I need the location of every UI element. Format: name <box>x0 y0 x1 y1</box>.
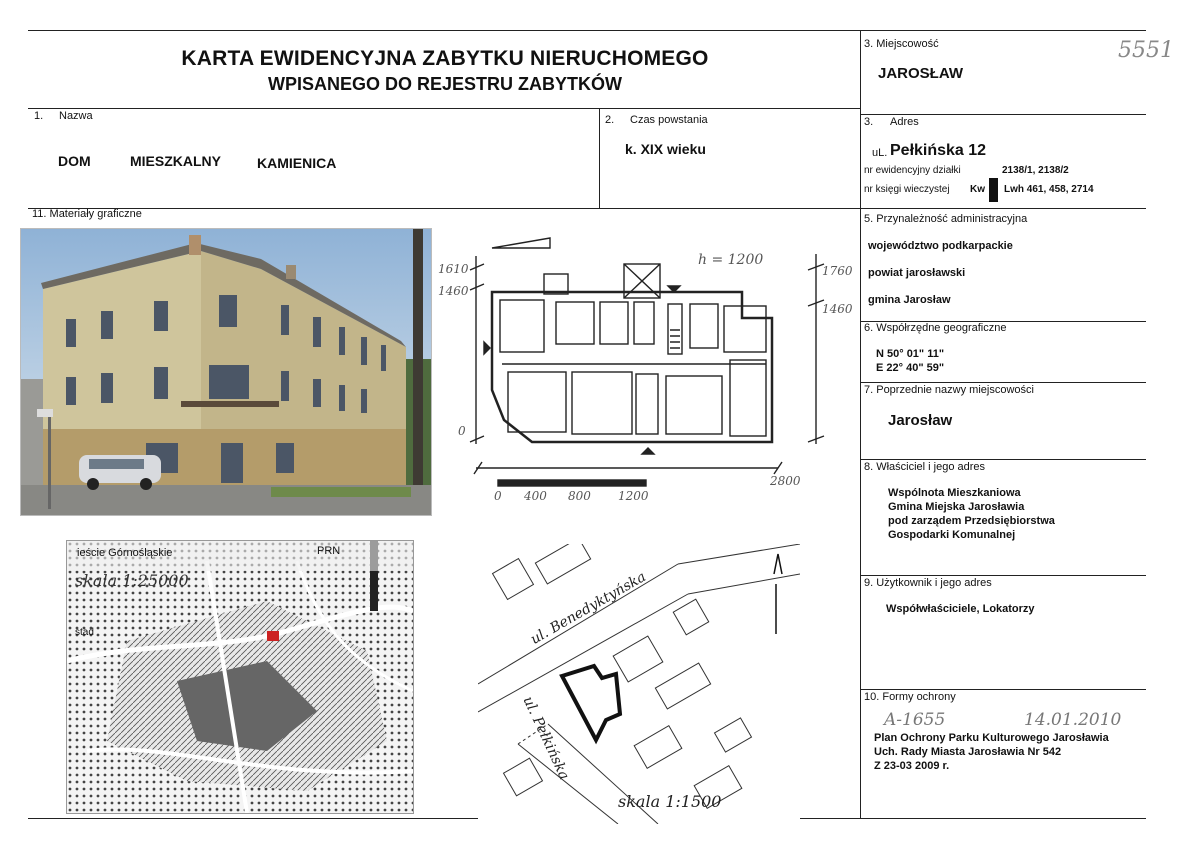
plan-right-dim-2: 1460 <box>822 302 853 316</box>
kw-label: nr księgi wieczystej <box>864 184 950 195</box>
przynaleznosc-label: 5. Przynależność administracyjna <box>864 213 1028 225</box>
adres-label: Adres <box>890 116 919 128</box>
czas-label: Czas powstania <box>630 114 708 126</box>
handwritten-date: 14.01.2010 <box>1024 710 1122 730</box>
miejscowosc-value: JAROSŁAW <box>878 65 964 82</box>
scale-label-400: 400 <box>524 489 547 503</box>
handwritten-register-number: A-1655 <box>884 710 946 730</box>
plan-height-label: h = 1200 <box>698 252 764 268</box>
uzytkownik-label: 9. Użytkownik i jego adres <box>864 577 992 589</box>
wojewodztwo: województwo podkarpackie <box>868 240 1013 252</box>
nazwa-number: 1. <box>34 110 44 122</box>
adres-number: 3. <box>864 116 874 128</box>
city-map <box>66 540 414 814</box>
local-map-scale: skala 1:1500 <box>618 792 722 811</box>
registry-number: 5551 <box>1118 38 1174 63</box>
adres-street: Pełkińska 12 <box>890 142 987 159</box>
floor-plan <box>432 230 856 516</box>
rule-under-wspolrzedne <box>861 382 1146 383</box>
card-title-line1: KARTA EWIDENCYJNA ZABYTKU NIERUCHOMEGO <box>181 47 709 70</box>
nazwa-word-2: MIESZKALNY <box>130 153 221 169</box>
materialy-label: 11. Materiały graficzne <box>32 208 142 220</box>
rule-under-wlasciciel <box>861 575 1146 576</box>
card-title-line2: WPISANEGO DO REJESTRU ZABYTKÓW <box>267 74 622 94</box>
gmina: gmina Jarosław <box>868 294 951 306</box>
nazwa-czas-divider <box>599 108 600 208</box>
scale-label-1200: 1200 <box>618 489 649 503</box>
top-rule <box>28 30 1146 31</box>
street-benedyktynska: ul. Benedyktyńska <box>528 568 649 648</box>
uzytkownik-value: Współwłaściciele, Lokatorzy <box>886 603 1035 615</box>
scale-label-0: 0 <box>494 489 502 503</box>
scale-label-800: 800 <box>568 489 591 503</box>
adres-prefix: uL. <box>872 147 888 159</box>
plan-left-dim-1: 1610 <box>438 262 469 276</box>
local-map <box>478 544 800 824</box>
redaction-block <box>989 178 998 202</box>
city-map-stad: stad <box>75 627 94 638</box>
ochrona-label: 10. Formy ochrony <box>864 691 956 703</box>
city-map-prn: PRN <box>317 545 341 557</box>
plan-right-end: 2800 <box>770 474 801 488</box>
kw-value: Lwh 461, 458, 2714 <box>1004 184 1094 195</box>
miejscowosc-label: 3. Miejscowość <box>864 38 939 50</box>
nazwa-label: Nazwa <box>59 110 93 122</box>
wlasciciel-line-1: Wspólnota Mieszkaniowa <box>888 487 1021 499</box>
right-column-divider <box>860 30 861 818</box>
rule-under-poprzednie <box>861 459 1146 460</box>
coord-e: E 22° 40" 59" <box>876 362 945 374</box>
wlasciciel-line-4: Gospodarki Komunalnej <box>888 529 1016 541</box>
kw-prefix: Kw <box>970 184 985 195</box>
wlasciciel-line-2: Gmina Miejska Jarosławia <box>888 501 1025 513</box>
plan-left-dim-3: 0 <box>458 424 466 438</box>
rule-under-title <box>28 108 861 109</box>
rule-under-uzytkownik <box>861 689 1146 690</box>
czas-number: 2. <box>605 114 615 126</box>
city-map-scale: skala 1:25000 <box>75 571 189 590</box>
rule-under-nazwa <box>28 208 1146 209</box>
czas-value: k. XIX wieku <box>625 141 706 157</box>
coord-n: N 50° 01" 11" <box>876 348 945 360</box>
wlasciciel-line-3: pod zarządem Przedsiębiorstwa <box>888 515 1055 527</box>
nazwa-word-3: KAMIENICA <box>257 155 337 171</box>
ochrona-line-3: Z 23-03 2009 r. <box>874 760 950 772</box>
plan-right-dim-1: 1760 <box>822 264 853 278</box>
ochrona-line-2: Uch. Rady Miasta Jarosławia Nr 542 <box>874 746 1062 758</box>
plan-left-dim-2: 1460 <box>438 284 469 298</box>
wspolrzedne-label: 6. Współrzędne geograficzne <box>864 322 1007 334</box>
rule-under-miejscowosc <box>861 114 1146 115</box>
dzialki-label: nr ewidencyjny działki <box>864 165 961 176</box>
wlasciciel-label: 8. Właściciel i jego adres <box>864 461 986 473</box>
city-map-place-text: ieście Górnośląskie <box>77 547 173 559</box>
building-photo <box>20 228 432 516</box>
poprzednie-label: 7. Poprzednie nazwy miejscowości <box>864 384 1034 396</box>
dzialki-value: 2138/1, 2138/2 <box>1002 165 1069 176</box>
street-pelkinska: ul. Pełkińska <box>519 694 573 783</box>
powiat: powiat jarosławski <box>868 267 966 279</box>
ochrona-line-1: Plan Ochrony Parku Kulturowego Jarosławia <box>874 732 1109 744</box>
poprzednie-value: Jarosław <box>888 412 953 429</box>
nazwa-word-1: DOM <box>58 153 91 169</box>
